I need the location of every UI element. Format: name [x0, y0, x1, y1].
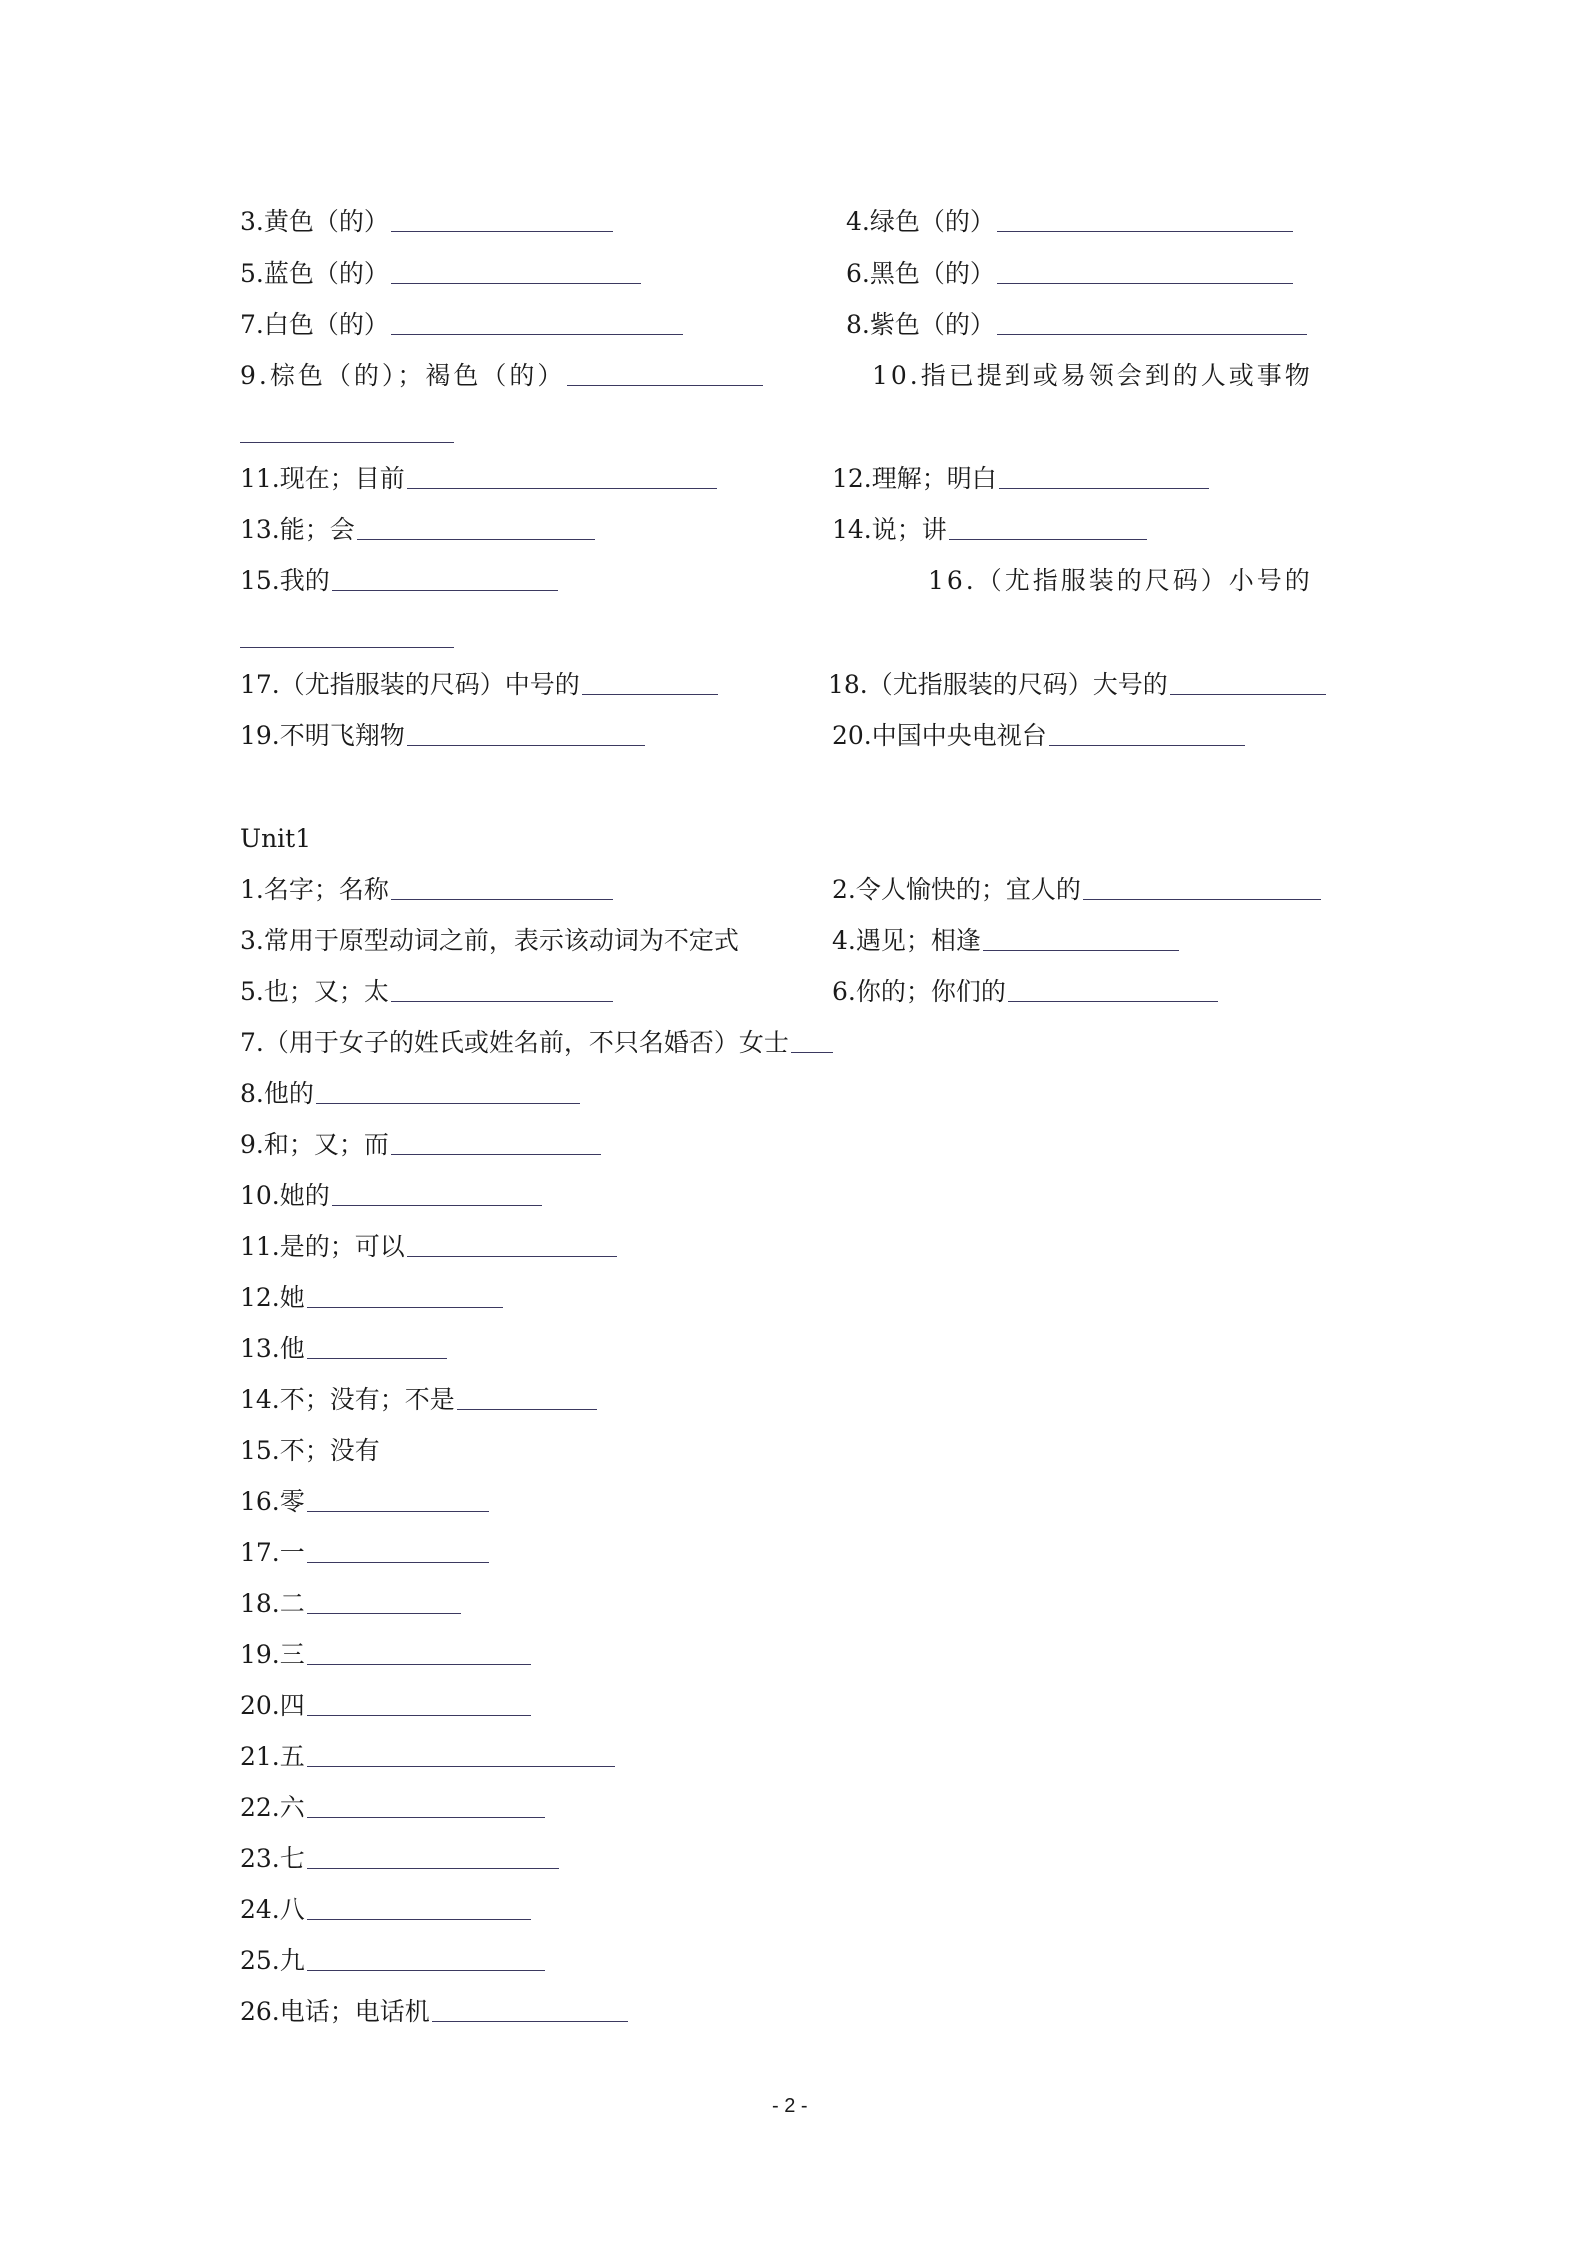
- list-item: 15.不；没有: [240, 1436, 380, 1465]
- list-item: 17.一: [240, 1535, 489, 1571]
- list-item: 9.和；又；而: [240, 1127, 601, 1163]
- answer-blank[interactable]: [567, 385, 763, 386]
- list-item: 19.三: [240, 1637, 531, 1673]
- list-item: 8.紫色（的）: [846, 307, 1307, 343]
- answer-blank[interactable]: [307, 1766, 615, 1767]
- list-item: 6.你的；你们的: [832, 974, 1218, 1010]
- answer-blank[interactable]: [307, 1358, 447, 1359]
- list-item: 1.名字；名称: [240, 872, 613, 908]
- list-item: 25.九: [240, 1943, 545, 1979]
- list-item: 13.他: [240, 1331, 447, 1367]
- answer-blank[interactable]: [316, 1103, 580, 1104]
- answer-blank[interactable]: [332, 590, 558, 591]
- answer-blank[interactable]: [240, 442, 454, 443]
- answer-blank[interactable]: [997, 231, 1293, 232]
- list-item: 2.令人愉快的；宜人的: [832, 872, 1321, 908]
- list-item: 6.黑色（的）: [846, 256, 1293, 292]
- list-item: 22.六: [240, 1790, 545, 1826]
- answer-blank[interactable]: [407, 488, 717, 489]
- answer-blank[interactable]: [1008, 1001, 1218, 1002]
- list-item: 7.白色（的）: [240, 307, 683, 343]
- answer-blank[interactable]: [307, 1511, 489, 1512]
- answer-blank[interactable]: [997, 334, 1307, 335]
- answer-blank[interactable]: [332, 1205, 542, 1206]
- answer-blank[interactable]: [391, 1001, 613, 1002]
- list-item: 20.中国中央电视台: [832, 718, 1245, 754]
- answer-blank[interactable]: [307, 1919, 531, 1920]
- list-item: 9.棕色（的）；褐色（的）: [240, 358, 763, 394]
- answer-blank[interactable]: [1083, 899, 1321, 900]
- answer-blank[interactable]: [999, 488, 1209, 489]
- answer-blank[interactable]: [307, 1817, 545, 1818]
- list-item: 3.常用于原型动词之前，表示该动词为不定式: [240, 926, 739, 955]
- answer-blank[interactable]: [307, 1970, 545, 1971]
- answer-blank[interactable]: [1170, 694, 1326, 695]
- list-item: 24.八: [240, 1892, 531, 1928]
- list-item: 16.零: [240, 1484, 489, 1520]
- answer-blank[interactable]: [391, 334, 683, 335]
- list-item: 12.理解；明白: [832, 461, 1209, 497]
- answer-blank[interactable]: [949, 539, 1147, 540]
- answer-blank[interactable]: [357, 539, 595, 540]
- list-item: 21.五: [240, 1739, 615, 1775]
- answer-blank[interactable]: [983, 950, 1179, 951]
- list-item: 4.遇见；相逢: [832, 923, 1179, 959]
- list-item: 13.能；会: [240, 512, 595, 548]
- answer-blank[interactable]: [307, 1868, 559, 1869]
- answer-blank[interactable]: [791, 1052, 833, 1053]
- answer-blank[interactable]: [307, 1562, 489, 1563]
- answer-blank[interactable]: [391, 899, 613, 900]
- answer-blank[interactable]: [391, 283, 641, 284]
- list-item: 18.二: [240, 1586, 461, 1622]
- list-item: 20.四: [240, 1688, 531, 1724]
- list-item: 14.不；没有；不是: [240, 1382, 597, 1418]
- answer-blank[interactable]: [582, 694, 718, 695]
- list-item: 10.她的: [240, 1178, 542, 1214]
- list-item: 5.蓝色（的）: [240, 256, 641, 292]
- list-item: 5.也；又；太: [240, 974, 613, 1010]
- answer-blank[interactable]: [391, 231, 613, 232]
- answer-blank[interactable]: [997, 283, 1293, 284]
- list-item: 19.不明飞翔物: [240, 718, 645, 754]
- list-item: 11.是的；可以: [240, 1229, 617, 1265]
- answer-blank[interactable]: [432, 2021, 628, 2022]
- list-item: 7.（用于女子的姓氏或姓名前，不只名婚否）女士: [240, 1025, 833, 1061]
- list-item: 3.黄色（的）: [240, 204, 613, 240]
- list-item: 11.现在；目前: [240, 461, 717, 497]
- list-item: 16.（尤指服装的尺码）小号的: [928, 566, 1313, 595]
- answer-blank[interactable]: [457, 1409, 597, 1410]
- list-item: 18.（尤指服装的尺码）大号的: [828, 667, 1326, 703]
- list-item: 10.指已提到或易领会到的人或事物: [872, 361, 1313, 390]
- section-title: Unit1: [240, 824, 312, 853]
- answer-blank[interactable]: [391, 1154, 601, 1155]
- list-item: 12.她: [240, 1280, 503, 1316]
- list-item: 15.我的: [240, 563, 558, 599]
- page-number: - 2 -: [772, 2095, 808, 2117]
- answer-blank[interactable]: [307, 1715, 531, 1716]
- answer-blank[interactable]: [407, 1256, 617, 1257]
- answer-blank[interactable]: [240, 647, 454, 648]
- answer-blank[interactable]: [1049, 745, 1245, 746]
- list-item: 17.（尤指服装的尺码）中号的: [240, 667, 718, 703]
- answer-blank[interactable]: [407, 745, 645, 746]
- list-item: 14.说；讲: [832, 512, 1147, 548]
- list-item: 26.电话；电话机: [240, 1994, 628, 2030]
- list-item: 23.七: [240, 1841, 559, 1877]
- list-item: 4.绿色（的）: [846, 204, 1293, 240]
- answer-blank[interactable]: [307, 1307, 503, 1308]
- list-item: 8.他的: [240, 1076, 580, 1112]
- answer-blank[interactable]: [307, 1613, 461, 1614]
- answer-blank[interactable]: [307, 1664, 531, 1665]
